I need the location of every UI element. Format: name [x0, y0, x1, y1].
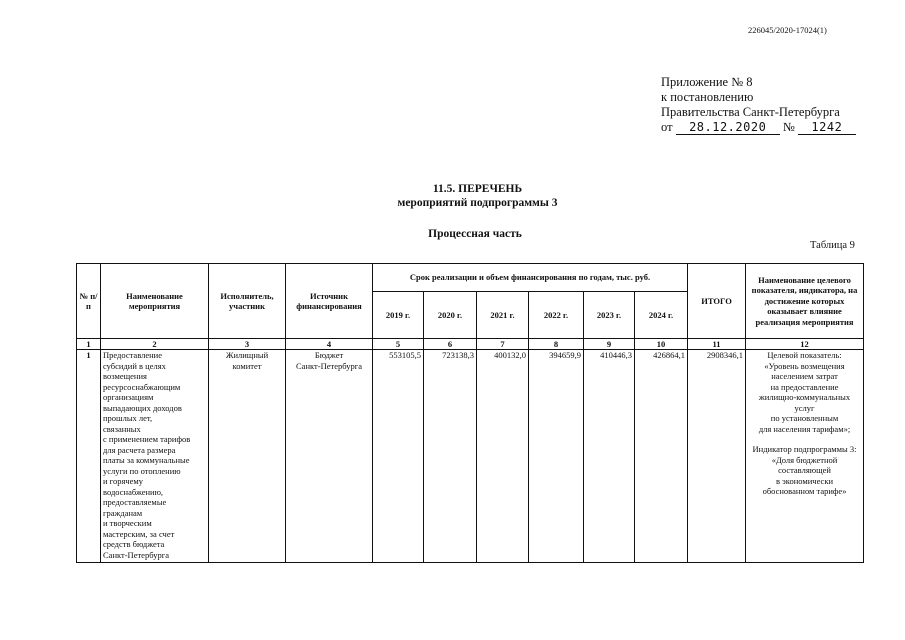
value-2024: 426864,1 [635, 350, 688, 563]
column-number: 5 [373, 339, 424, 350]
column-number: 4 [286, 339, 373, 350]
column-number: 3 [209, 339, 286, 350]
resolution-number: 1242 [798, 121, 856, 135]
date-prefix: от [661, 120, 673, 134]
column-number: 1 [77, 339, 101, 350]
document-number: 226045/2020-17024(1) [748, 25, 827, 35]
value-2021: 400132,0 [477, 350, 529, 563]
value-2023: 410446,3 [584, 350, 635, 563]
appendix-line-2: к постановлению [661, 90, 754, 104]
header-year: 2021 г. [477, 292, 529, 339]
value-2022: 394659,9 [529, 350, 584, 563]
column-number: 2 [101, 339, 209, 350]
value-2020: 723138,3 [424, 350, 477, 563]
resolution-date: 28.12.2020 [676, 121, 780, 135]
appendix-date-line [661, 120, 856, 135]
measures-table [76, 263, 864, 563]
target-indicator: Целевой показатель: «Уровень возмещения населением затрат на предоставление жилищно-коммунальных услуг по установленным для населения тарифам»; [758, 350, 851, 434]
header-source: Источник финансирования [286, 264, 373, 339]
appendix-block [661, 75, 856, 135]
column-number: 9 [584, 339, 635, 350]
column-number: 7 [477, 339, 529, 350]
document-title [0, 182, 905, 210]
header-name: Наименование мероприятия [101, 264, 209, 339]
appendix-line-3: Правительства Санкт-Петербурга [661, 105, 840, 119]
column-number: 8 [529, 339, 584, 350]
header-year: 2023 г. [584, 292, 635, 339]
row-number: 1 [77, 350, 101, 563]
subprogram-indicator: Индикатор подпрограммы 3: «Доля бюджетной составляющей в экономически обоснованном тарифе» [752, 444, 857, 496]
header-year: 2022 г. [529, 292, 584, 339]
indicator-cell [746, 350, 864, 563]
header-total: ИТОГО [688, 264, 746, 339]
column-number: 10 [635, 339, 688, 350]
header-executor: Исполнитель, участник [209, 264, 286, 339]
header-indicator: Наименование целевого показателя, индикатора, на достижение которых оказывает влияние реализация мероприятия [746, 264, 864, 339]
measure-executor: Жилищный комитет [209, 350, 286, 563]
funding-source: Бюджет Санкт-Петербурга [286, 350, 373, 563]
column-number: 12 [746, 339, 864, 350]
header-num: № п/п [77, 264, 101, 339]
header-year: 2024 г. [635, 292, 688, 339]
header-period: Срок реализации и объем финансирования по годам, тыс. руб. [373, 264, 688, 292]
header-year: 2019 г. [373, 292, 424, 339]
number-prefix: № [782, 120, 795, 134]
section-heading: Процессная часть [428, 228, 522, 240]
header-year: 2020 г. [424, 292, 477, 339]
column-number: 6 [424, 339, 477, 350]
title-line: 11.5. ПЕРЕЧЕНЬ [432, 183, 523, 195]
subtitle-line: мероприятий подпрограммы 3 [397, 197, 558, 209]
value-2019: 553105,5 [373, 350, 424, 563]
value-total: 2908346,1 [688, 350, 746, 563]
table-label: Таблица 9 [810, 240, 855, 251]
table-row [77, 350, 864, 563]
measure-name: Предоставление субсидий в целях возмещения ресурсоснабжающим организациям выпадающих доходов прошлых лет, связанных с применением тарифов для расчета размера платы за коммунальные услуги по отоплению и горячему водоснабжению, предоставляемые гражданам и творческим мастерским, за счет средств бюджета Санкт-Петербурга [101, 350, 209, 563]
appendix-title: Приложение № 8 [661, 75, 753, 89]
column-number: 11 [688, 339, 746, 350]
